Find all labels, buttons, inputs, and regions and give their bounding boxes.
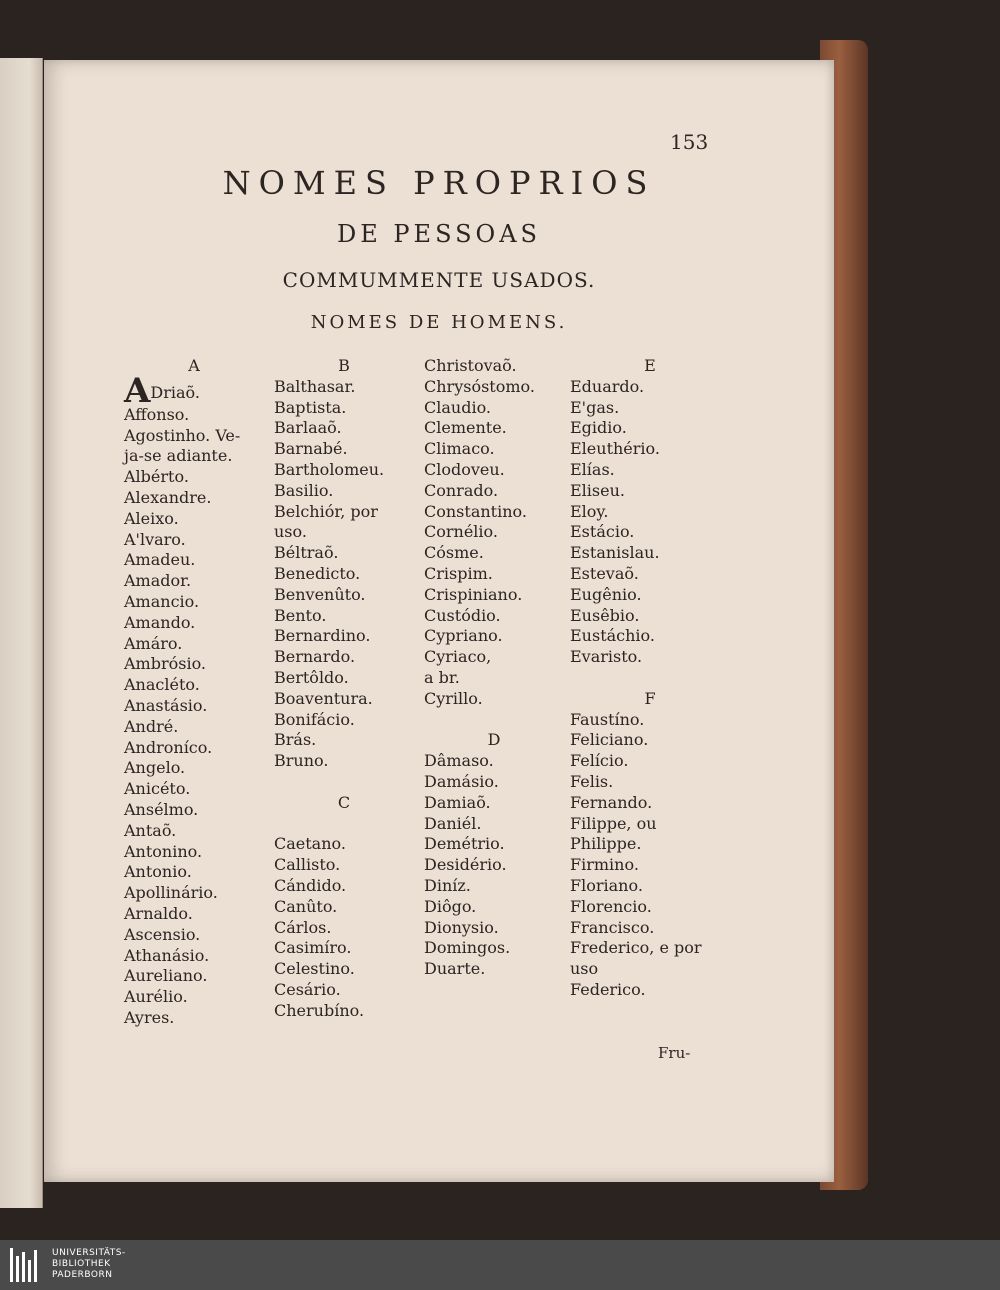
list-item: Amando. [124,612,196,632]
list-item: Faustíno. [570,709,645,729]
list-item: ja-se adiante. [124,446,233,466]
spacer [570,668,730,689]
letter-heading-e: E [644,356,656,375]
library-name-line: BIBLIOTHEK [52,1259,111,1269]
list-item: a br. [424,667,460,687]
list-item: Damiaõ. [424,792,491,812]
list-item: Firmino. [570,855,639,875]
list-item: André. [124,716,179,736]
list-item: Frederico, e por [570,938,702,958]
list-item: Chrysóstomo. [424,376,535,396]
list-item: Felício. [570,751,629,771]
list-item: A'lvaro. [124,529,186,549]
library-name-line: UNIVERSITÄTS- [52,1248,126,1258]
list-item: Felis. [570,771,614,791]
list-item: Filippe, ou [570,813,657,833]
spacer [424,710,564,731]
section-heading: NOMES DE HOMENS. [310,312,568,333]
list-item: Apollinário. [124,883,218,903]
list-item: Eusêbio. [570,605,640,625]
drop-cap: A [124,370,151,411]
list-item: Elías. [570,459,615,479]
spacer [274,814,414,835]
list-item: Alexandre. [124,487,212,507]
letter-heading-f: F [644,688,656,708]
subtitle-commummente: COMMUMMENTE USADOS. [282,268,596,292]
list-item: Bertôldo. [274,667,349,687]
list-item: Cesário. [274,979,341,999]
list-item: Caetano. [274,834,346,854]
list-item: Damásio. [424,771,499,791]
names-column-c [424,356,564,980]
list-item: Cherubíno. [274,1000,365,1020]
list-item: Antonio. [124,862,192,882]
library-name [52,1248,126,1281]
library-footer [0,1240,1000,1290]
first-name-rest: Driaõ. [150,382,200,402]
list-item: Clemente. [424,418,507,438]
list-item: Crispiniano. [424,584,523,604]
list-item: Bruno. [274,751,329,771]
list-item: Clodoveu. [424,459,505,479]
book-page [44,60,834,1182]
list-item: Casimíro. [274,938,352,958]
list-item: Ayres. [124,1007,175,1027]
list-item: Eloy. [570,501,609,521]
page-number: 153 [670,130,709,154]
list-item: uso. [274,522,307,542]
list-item: Benvenûto. [274,584,366,604]
list-item: Belchiór, por [274,501,378,521]
list-item: Athanásio. [124,945,210,965]
list-item: Estácio. [570,522,635,542]
list-item: Cypriano. [424,626,503,646]
list-item: Basilio. [274,480,334,500]
list-item: Benedicto. [274,563,361,583]
list-item: Amador. [124,571,192,591]
list-item: Estanislau. [570,543,660,563]
list-item: Barlaaõ. [274,418,342,438]
list-item: Domingos. [424,938,511,958]
list-item: Brás. [274,730,317,750]
list-item: Daniél. [424,813,482,833]
list-item: Dâmaso. [424,751,494,771]
list-item: Bernardo. [274,647,356,667]
list-item: Florencio. [570,896,652,916]
list-item: Cósme. [424,543,484,563]
names-column-d [570,356,730,1001]
names-column-a [124,356,264,1029]
list-item: Barnabé. [274,439,348,459]
list-item: Demétrio. [424,834,505,854]
list-item: Claudio. [424,397,491,417]
list-item: Evaristo. [570,647,643,667]
list-item: Climaco. [424,439,495,459]
list-item: Amáro. [124,633,183,653]
list-item: Egidio. [570,418,627,438]
list-item: Dionysio. [424,917,499,937]
letter-heading-d: D [487,730,501,750]
catchword: Fru- [658,1044,691,1062]
list-item: Cárlos. [274,917,332,937]
page-title: NOMES PROPRIOS [222,164,656,202]
list-item: Baptista. [274,397,347,417]
list-item: Eleuthério. [570,439,660,459]
spacer [274,772,414,793]
list-item: Bento. [274,605,327,625]
list-item: Aleixo. [124,508,179,528]
list-item: Cyriaco, [424,647,492,667]
list-item: Anicéto. [124,779,191,799]
letter-heading-b: B [338,356,350,375]
list-item: Aurélio. [124,987,188,1007]
list-item: Antonino. [124,841,203,861]
letter-heading-a: A [188,356,200,375]
list-item: Ambrósio. [124,654,207,674]
list-item: Bernardino. [274,626,371,646]
list-item: Angelo. [124,758,186,778]
list-item: Constantino. [424,501,527,521]
letter-heading-c: C [337,792,351,812]
list-item: Feliciano. [570,730,649,750]
list-item: Ansélmo. [124,799,199,819]
list-item: Amancio. [124,591,200,611]
list-item: Eduardo. [570,376,645,396]
list-item: Estevaõ. [570,563,639,583]
list-item: Albérto. [124,467,189,487]
list-item: Eliseu. [570,480,625,500]
library-logo-icon [10,1248,44,1282]
list-item: Cornélio. [424,522,498,542]
list-item: Diníz. [424,875,471,895]
list-item: Affonso. [124,404,190,424]
left-page-edge [0,58,43,1208]
list-item: Federico. [570,979,646,999]
list-item: Anacléto. [124,675,200,695]
list-item: Agostinho. Ve- [124,425,241,445]
list-item: Amadeu. [124,550,196,570]
list-item: Francisco. [570,917,655,937]
list-item: Crispim. [424,563,493,583]
list-item: Floriano. [570,875,643,895]
list-item [124,370,264,411]
list-item: Cyrillo. [424,688,483,708]
list-item: Duarte. [424,959,486,979]
list-item: Canûto. [274,896,338,916]
list-item: Bonifácio. [274,709,355,729]
subtitle-de-pessoas: DE PESSOAS [337,220,541,248]
list-item: Desidério. [424,855,507,875]
list-item: Conrado. [424,480,499,500]
list-item: Arnaldo. [124,903,193,923]
list-item: Béltraõ. [274,543,339,563]
list-item: Eugênio. [570,584,642,604]
list-item: Aureliano. [124,966,208,986]
list-item: Celestino. [274,959,355,979]
list-item: Androníco. [124,737,213,757]
library-name-line: PADERBORN [52,1270,113,1280]
list-item: Antaõ. [124,820,177,840]
list-item: Cándido. [274,875,347,895]
list-item: Anastásio. [124,695,208,715]
list-item: Boaventura. [274,688,373,708]
list-item: Custódio. [424,605,501,625]
list-item: Philippe. [570,834,642,854]
names-column-b [274,356,414,1022]
list-item: Christovaõ. [424,356,517,375]
list-item: Fernando. [570,792,653,812]
list-item: Balthasar. [274,376,356,396]
list-item: Ascensio. [124,924,201,944]
list-item: Bartholomeu. [274,459,385,479]
list-item: uso [570,959,599,979]
list-item: Callisto. [274,855,341,875]
list-item: E'gas. [570,397,620,417]
list-item: Eustáchio. [570,626,655,646]
list-item: Diôgo. [424,896,477,916]
